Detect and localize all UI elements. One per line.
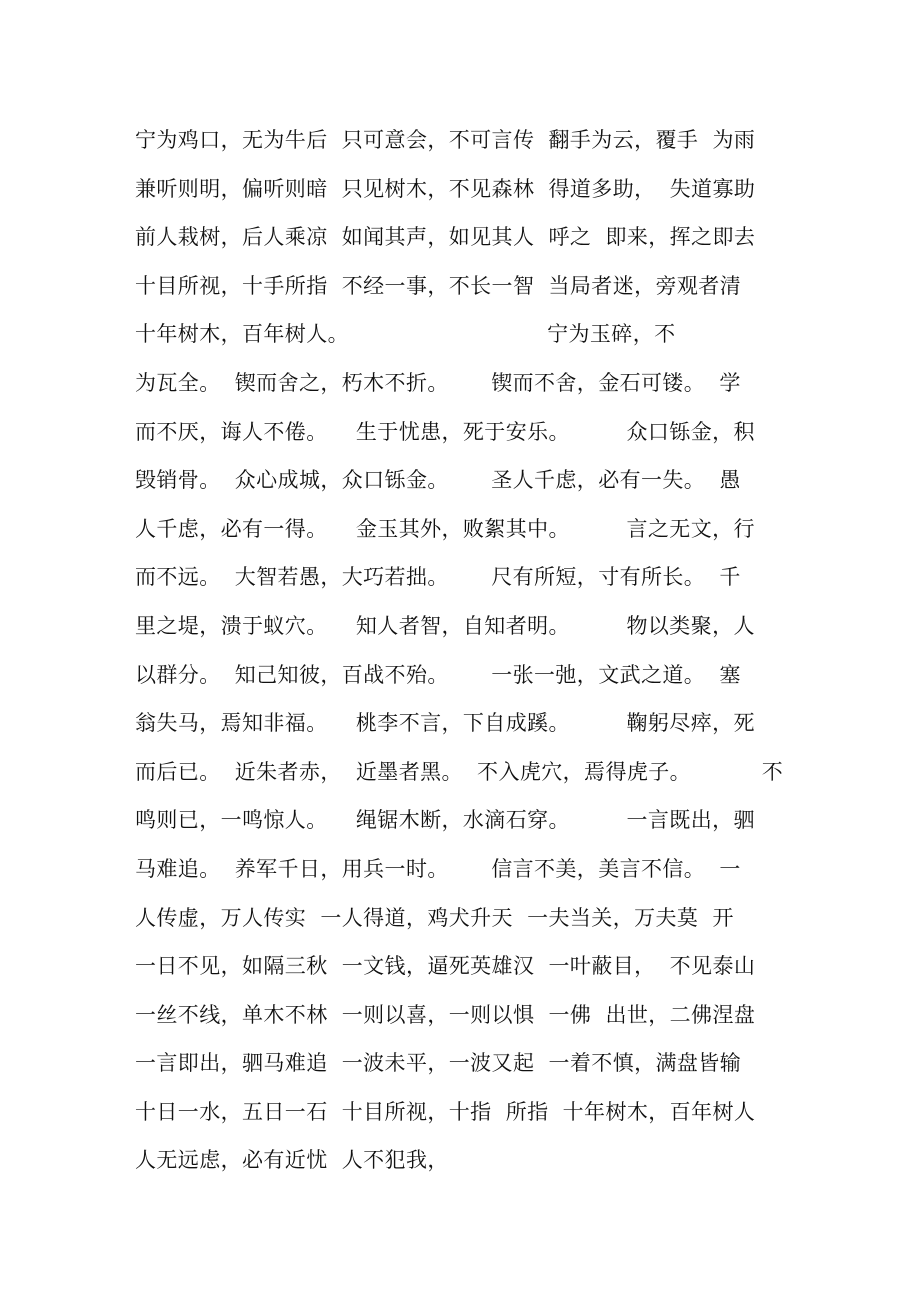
idiom-text-block (135, 122, 784, 1191)
text-line: 里之堤，溃于蚁穴。 知人者智，自知者明。 物以类聚，人 (135, 613, 755, 638)
text-line: 人传虚，万人传实 一人得道，鸡犬升天 一夫当关，万夫莫 开 (135, 905, 734, 930)
text-line: 十目所视，十手所指 不经一事，不长一智 当局者迷，旁观者清 (135, 273, 742, 298)
text-line: 兼听则明，偏听则暗 只见树木，不见森林 得道多助， 失道寡助 (135, 176, 756, 201)
text-line: 一日不见，如隔三秋 一文钱，逼死英雄汉 一叶蔽目， 不见泰山 (135, 954, 756, 979)
text-line: 人无远虑，必有近忧 人不犯我， (135, 1148, 449, 1173)
text-line: 马难追。 养军千日，用兵一时。 信言不美，美言不信。 一 (135, 856, 741, 881)
text-line: 为瓦全。 锲而舍之，朽木不折。 锲而不舍，金石可镂。 学 (135, 370, 741, 395)
text-line: 人千虑，必有一得。 金玉其外，败絮其中。 言之无文，行 (135, 516, 755, 541)
text-line: 一言即出，驷马难追 一波未平，一波又起 一着不慎，满盘皆输 (135, 1051, 742, 1076)
text-line: 而后已。 近朱者赤， 近墨者黑。 不入虎穴，焉得虎子。 不 (135, 759, 784, 784)
text-line: 鸣则已，一鸣惊人。 绳锯木断，水滴石穿。 一言既出，驷 (135, 808, 755, 833)
text-line: 毁销骨。 众心成城，众口铄金。 圣人千虑，必有一失。 愚 (135, 468, 741, 493)
text-line: 翁失马，焉知非福。 桃李不言，下自成蹊。 鞠躬尽瘁，死 (135, 711, 755, 736)
text-line: 以群分。 知己知彼，百战不殆。 一张一弛，文武之道。 塞 (135, 662, 741, 687)
text-line: 前人栽树，后人乘凉 如闻其声，如见其人 呼之 即来，挥之即去 (135, 225, 756, 250)
text-line: 一丝不线，单木不林 一则以喜，一则以惧 一佛 出世，二佛涅盘 (135, 1002, 756, 1027)
text-line: 十日一水，五日一石 十目所视，十指 所指 十年树木，百年树人 (135, 1099, 756, 1124)
text-line: 而不远。 大智若愚，大巧若拙。 尺有所短，寸有所长。 千 (135, 565, 741, 590)
text-line: 而不厌，诲人不倦。 生于忧患，死于安乐。 众口铄金，积 (135, 419, 755, 444)
text-line: 十年树木，百年树人。 宁为玉碎，不 (135, 322, 676, 347)
text-line: 宁为鸡口，无为牛后 只可意会，不可言传 翻手为云，覆手 为雨 (135, 128, 756, 152)
